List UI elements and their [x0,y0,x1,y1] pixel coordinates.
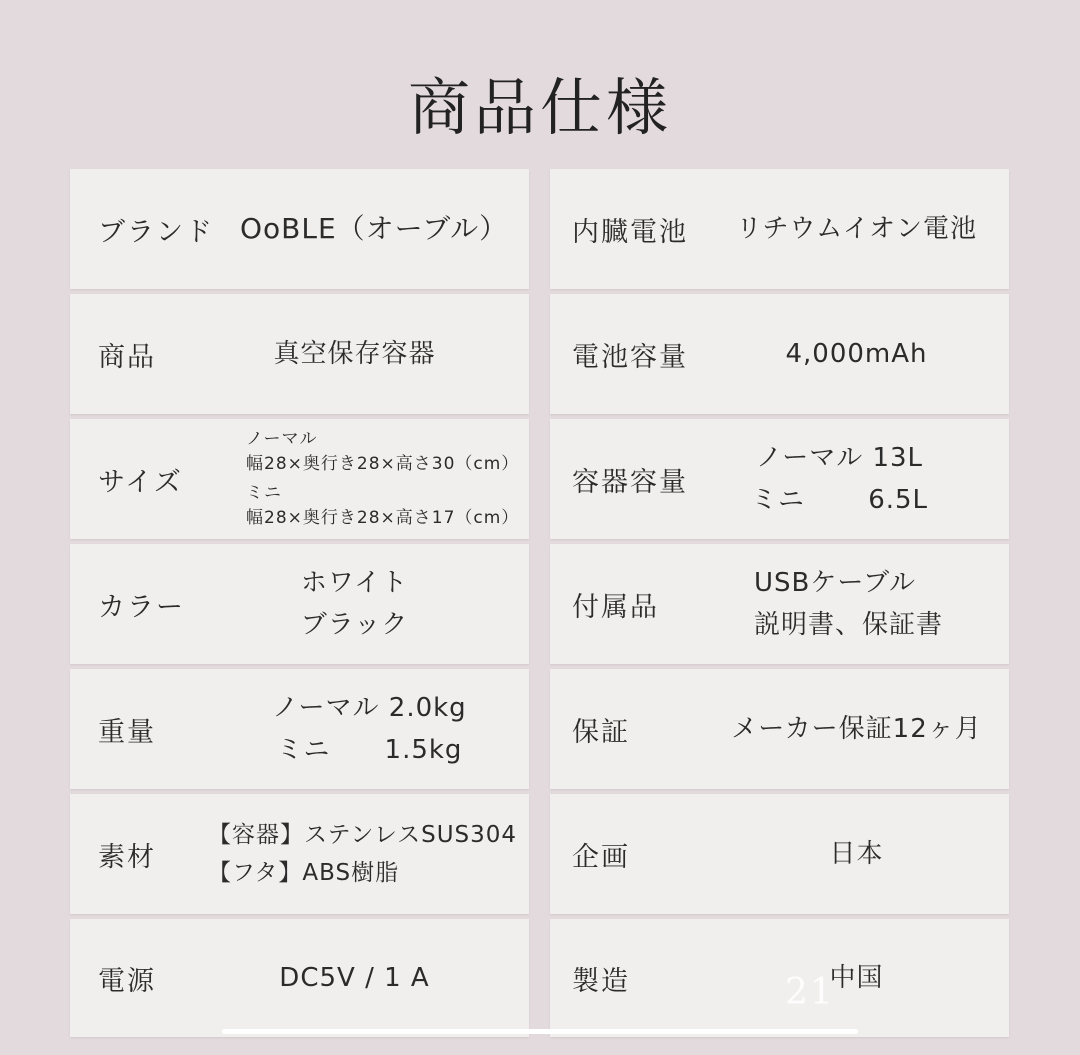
spec-row-planning [550,794,1009,914]
spec-value-line: 幅28×奥行き28×高さ30（cm） [246,454,520,474]
spec-label: サイズ [98,466,183,498]
spec-row-power [70,919,529,1037]
spec-value-line: ブラック [300,610,409,640]
spec-label: 付属品 [572,591,659,623]
spec-row-color [70,544,529,664]
spec-row-material [70,794,529,914]
spec-row-battery-capacity [550,294,1009,414]
spec-label: 商品 [98,341,156,373]
spec-label: 企画 [572,841,630,873]
spec-label: カラー [98,591,185,623]
spec-value-line: ミニ 6.5L [750,485,929,515]
spec-label: 容器容量 [572,466,688,498]
spec-value-line: ミニ 1.5kg [276,735,463,765]
spec-value-line: 説明書、保証書 [754,610,944,640]
spec-value [710,169,1003,289]
spec-value [240,169,519,289]
spec-row-brand [70,169,529,289]
spec-value-line: 真空保存容器 [273,339,436,369]
spec-row-manufacture [550,919,1009,1037]
spec-label: 電池容量 [572,341,688,373]
spec-value-line: 日本 [829,839,884,869]
spec-value-line: USBケーブル [754,568,917,598]
spec-value [208,794,523,914]
spec-value-line: OoBLE（オーブル） [240,212,509,245]
spec-label: 素材 [98,841,156,873]
spec-row-accessories [550,544,1009,664]
spec-value-line: ノーマル 13L [755,443,924,473]
scroll-indicator[interactable] [222,1029,858,1034]
spec-value-line: ノーマル [246,429,318,449]
spec-row-container-capacity [550,419,1009,539]
spec-value [710,669,1003,789]
spec-label: 内臓電池 [572,216,688,248]
spec-value-line: ホワイト [300,568,409,598]
spec-value [710,919,1003,1037]
spec-value [240,669,499,789]
page-title: 商品仕様 [407,71,672,144]
spec-value-line: 中国 [829,963,884,993]
spec-value-line: ミニ [246,483,282,503]
spec-value-line: 幅28×奥行き28×高さ17（cm） [246,508,520,528]
spec-value-line: 4,000mAh [785,339,928,369]
spec-value [710,294,1003,414]
spec-label: 重量 [98,716,156,748]
spec-row-product [70,294,529,414]
spec-value [246,419,525,539]
spec-row-battery [550,169,1009,289]
spec-value-line: リチウムイオン電池 [736,214,977,244]
spec-value [710,794,1003,914]
page-number: 21 [785,972,835,1013]
spec-row-weight [70,669,529,789]
spec-value [710,419,969,539]
spec-value [240,294,469,414]
spec-value [240,544,469,664]
spec-label: ブランド [98,216,214,248]
spec-label: 製造 [572,965,630,997]
spec-label: 保証 [572,716,630,748]
spec-value-line: メーカー保証12ヶ月 [731,714,982,744]
spec-value-line: DC5V / 1 A [279,963,430,993]
spec-label: 電源 [98,965,156,997]
spec-value-line: 【容器】ステンレスSUS304 [208,822,518,848]
spec-row-size [70,419,529,539]
spec-value-line: 【フタ】ABS樹脂 [208,860,400,886]
spec-value [240,919,469,1037]
spec-value-line: ノーマル 2.0kg [272,693,467,723]
spec-row-warranty [550,669,1009,789]
spec-value [754,544,1003,664]
